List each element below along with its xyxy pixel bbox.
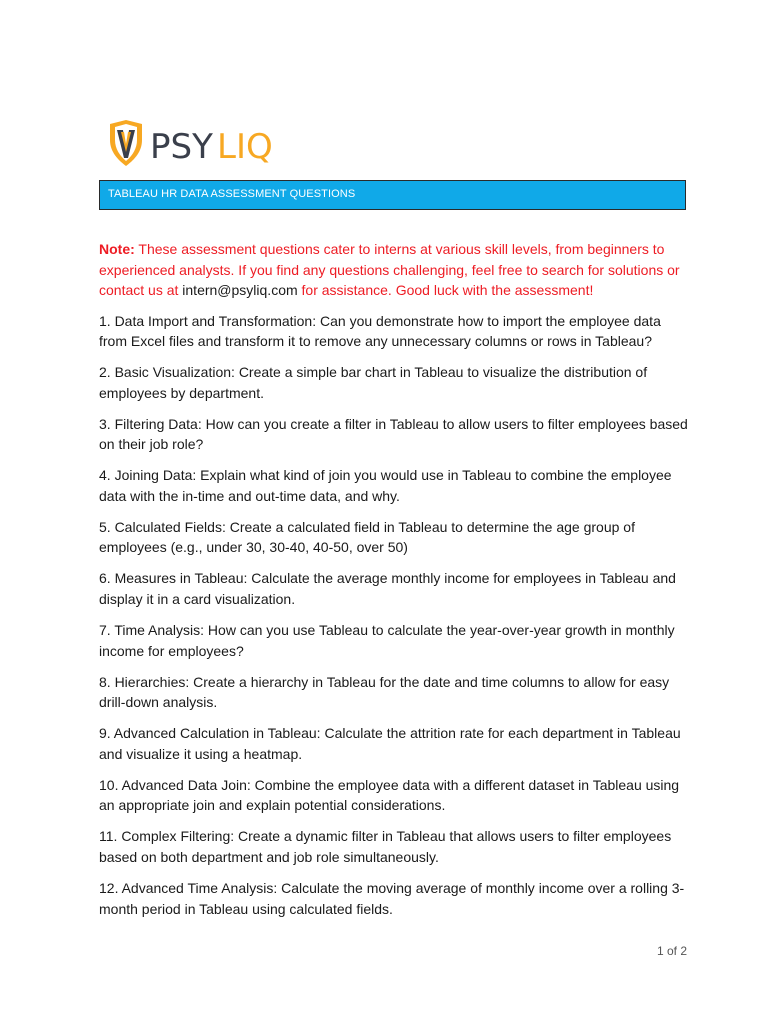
- logo-text-psy: PSY: [150, 127, 213, 167]
- question-12: 12. Advanced Time Analysis: Calculate the moving average of monthly income over a rolling 3-month period in Tableau using calculated fields.: [99, 880, 685, 917]
- question-4: 4. Joining Data: Explain what kind of join you would use in Tableau to combine the employee data with the in-time and out-time data, and why.: [99, 467, 672, 504]
- question-9: 9. Advanced Calculation in Tableau: Calculate the attrition rate for each department in Tableau and visualize it using a heatmap.: [99, 725, 681, 762]
- question-1: 1. Data Import and Transformation: Can you demonstrate how to import the employee data from Excel files and transform it to remove any unnecessary columns or rows in Tableau?: [99, 312, 661, 349]
- logo-text-liq: LIQ: [217, 127, 273, 167]
- document-body: [99, 239, 691, 930]
- question-6: 6. Measures in Tableau: Calculate the average monthly income for employees in Tableau and display it in a card visualization.: [99, 570, 676, 607]
- question-5: 5. Calculated Fields: Create a calculated field in Tableau to determine the age group of employees (e.g., under 30, 30-40, 40-50, over 50): [99, 518, 635, 556]
- question-2: 2. Basic Visualization: Create a simple bar chart in Tableau to visualize the distribution of employees by department.: [99, 364, 648, 401]
- question-3: 3. Filtering Data: How can you create a filter in Tableau to allow users to filter employees based on their job role?: [99, 415, 688, 453]
- note-text-before-email: These assessment questions cater to interns at various skill levels, from beginners to experienced analysts. If you find any questions challenging, feel free to search for solutions or contact us at: [99, 241, 680, 298]
- question-10: 10. Advanced Data Join: Combine the employee data with a different dataset in Tableau using an appropriate join and explain potential considerations.: [99, 776, 680, 814]
- page-number: 1 of 2: [656, 944, 687, 958]
- note-text-after-email: for assistance. Good luck with the assessment!: [297, 282, 594, 298]
- psyliq-logo: [106, 118, 296, 170]
- note-paragraph: [99, 239, 691, 301]
- question-7: 7. Time Analysis: How can you use Tableau to calculate the year-over-year growth in monthly income for employees?: [99, 622, 675, 659]
- question-8: 8. Hierarchies: Create a hierarchy in Tableau for the date and time columns to allow for easy drill-down analysis.: [99, 673, 670, 711]
- psyliq-logo-graphic: [106, 118, 296, 170]
- note-label: Note:: [99, 241, 135, 257]
- contact-email: intern@psyliq.com: [182, 282, 298, 298]
- question-11: 11. Complex Filtering: Create a dynamic filter in Tableau that allows users to filter employees based on both department and job role simultaneously.: [99, 828, 672, 865]
- title-banner: [99, 180, 686, 210]
- banner-title: TABLEAU HR DATA ASSESSMENT QUESTIONS: [108, 188, 356, 200]
